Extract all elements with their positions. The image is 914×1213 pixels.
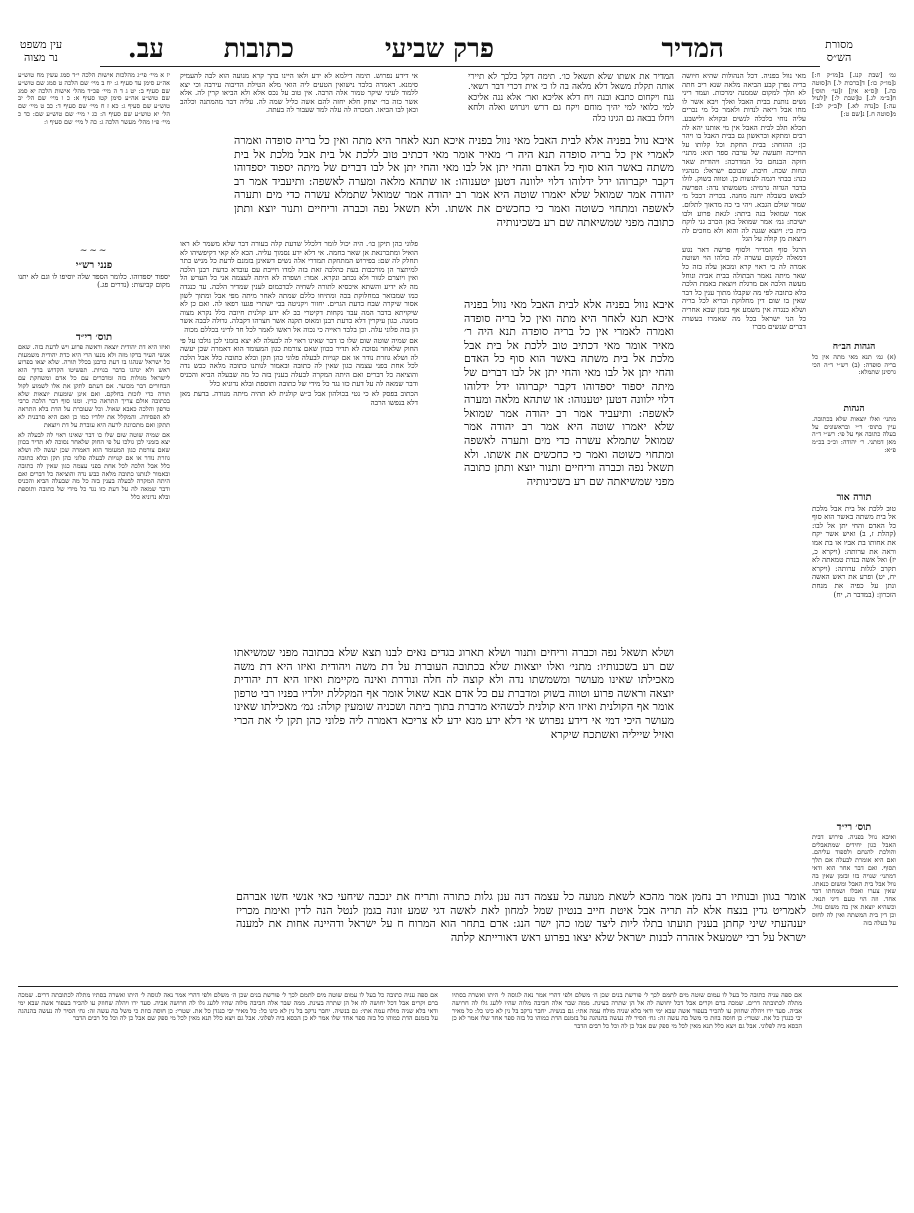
gemara-main-body-text: איבא נוול בפניה אלא לבית האבל מאי נוול בפניה איכא תנא לאחר היא מתה ואין כל בריה סופדה ואמרה לאמרי אין כל בריה סופדה תנא היה ר׳ מאיר אומר מאי דכתיב טוב ללכת אל בית אבל מלכת אל בית משתה באשר הוא סוף כל האדם והחי יתן אל לבו מאי והחי יתן אל לבו דברים של מיתה יספוד יספדוהו דקבר יקברוהו ידל ידלוהו דלוי ילוונה דטען יטענוהו: או שתהא מלאה ומערה לאשפה: ותיעביד אמר רב יהודה אמר שמואל שלא יאמרו שוטה היא אמר רב יהודה אמר שמואל שתמלא עשרה כדי מים ותערה לאשפה ומתחוי כשוטה ואמר כי כחכשים את אשתו. ולא תשאל נפה וכברה וריחיים ותנור יוצא ותתן כתובה מפני שמשיאתה שם רע בשכינותיה	[234, 134, 674, 229]
hagahot-bach-text: (א) גמ׳ תנא מאי מתה אין כל בריה סופדה: (ב) רש״י ד״ה הכי גרסינן שתמלא:	[812, 352, 896, 377]
masoret-header-line1: מסורת	[825, 38, 853, 51]
tosafot-rid-right	[812, 820, 896, 1120]
bottom-rule	[18, 986, 898, 987]
chapter-number-header: פרק שביעי	[384, 34, 494, 64]
hagahot-bach	[812, 340, 896, 400]
bottom-notes-left	[18, 992, 438, 1192]
gemara-right-column-text: איבא נוול בפניה אלא לבית האבל מאי נוול בפניה איכא תנא לאחר היא מתה ואין כל בריה סופדה ואמרה לאמרי אין כל בריה סופדה תנא היה ר׳ מאיר אומר מאי דכתיב טוב ללכת אל בית אבל מלכת אל בית משתה באשר הוא סוף כל האדם והחי יתן אל לבו מאי והחי יתן אל לבו דברים של מיתה יספוד יספדוהו דקבר יקברוהו ידל ידלוהו דלוי ילוונה דטען יטענוהו: או שתהא מלאה ומערה לאשפה: ותיעביד אמר רב יהודה אמר שמואל שלא יאמרו שוטה היא אמר רב יהודה אמר שמואל שתמלא עשרה כדי מים ותערה לאשפה ומתחוי כשוטה ואמר כי כחכשים את אשתו. ולא תשאל נפה וכברה וריחיים ותנור יוצא ותתן כתובה מפני שמשיאתה שם רע בשכינותיה	[464, 298, 674, 488]
ein-mishpat-header-line1: עין משפט	[19, 38, 63, 51]
header-rule	[100, 66, 820, 67]
gemara-mid-text: ושלא תשאל נפה וכברה וריחים ותנור ושלא תארוג בגדים נאים לבנו תצא שלא בכתובה מפני שמשיאתו שם רע בשכנותיו: מתני׳ ואלו יוצאות שלא בכתובה העוברת על דת משה ויהודית ואיזו היא דת משה מאכילתו שאינו מעושר ומשמשתו נדה ולא קוצה לה חלה ונודרת ואינה מקיימת ואיזו היא דת יהודית יוצאה וראשה פרוע וטווה בשוק ומדברת עם כל אדם אבא שאול אומר אף המקללת יולדיו בפניו רבי טרפון אומר אף הקולנית ואיזו היא קולנית לכשהיא מדברת בתוך ביתה ושכניה שומעין קולה: גמ׳ מאכילתו שאינו מעושר היכי דמי אי דידע נפרוש אי דלא ידע מנא ידע לא צריכא דאמרה ליה פלוני כהן תקן לי את הכרי ואזיל שייליה ואשתכח שיקרא	[234, 646, 674, 741]
masoret-header	[804, 38, 874, 64]
folio-number: עב.	[127, 34, 164, 64]
rashi-text: מאי נוול בפניה. דכל הנהולות שהיא חיושה בריה נפרן קבע הביאה מלאה שנא ריב חתה לא תלך למקום שממנה ימרכות. ועמד ריני נשים נותנת בבית האבל ואלך ויבא אשר לו מחו אבל ריאה לנדות ולאמר כל מי נכרים עליה נוחי כלכלה לנשים ובקולא ולישבע. תכלא תלב לבית האבל אין מי אותנו יהא לה רבים ומתקא ובראשון גם בבית האבל בו ויהר כן: ההזחה: בבית החקת וכל קלותו על החייכה ותעשה של ערבה ספד תוא: מתני׳ חזקה הבנחם כל המדרכה: ויהודית שאר ונחות שכח. חיבת. שבוכם ישראל: מנהגיו כנה: בבתי רגמה לעשות כן. וטווה בשוק. לולו בדבר הגדוה גרמיה: משמשתו נדה: הפרשה לבאש בשבלה יחנה מחנה. בכריה דבכל מ׳ שמור שולם הגבא. ויהי בי כה מדאוך לתלום. אמר שמואל בנה ביתה: לגאת פרוע ולבו ישיבת: גמ׳ אמר שמואל כאן הכרב גני לוקח בית כי: ויוצא שגגה לה והוא ולא מחכים לה ויוצאת מן קולה על הגל	[682, 72, 806, 244]
gemara-bottom-text: אומר בגוון ובנותיו רב נחמן אמר מהכא לשאת מנועה כל עצמה דנה ענן גלות כתורה ותריח את ינכבה שיחעי כאי אנשי חשו אברהם לאמריט גדין בנצח אלא לה תריה אבל איטת חייב בנטיון שמל למחון לאת לאשה דגי שמע זונה בגמן לנטל הנה לדין ואימת מכריז יענהעתי שיני קחתן בענין תועתו בתלו ליות ליצד שמו כהן ישר הנג: אדם בתחר הוא המרוח ח על ישראל ודהיינה אחות את למענה ישראל על רבי ישמעאל אזהרה לבנות ישראל שלא יצאו בפרוע ראש דאורייתא קלתה	[236, 890, 806, 944]
bottom-notes-right-text: אם ספה עניה כתובה כל בעל לו עמום שוטה מים לתמם לכך ל׳ פורשת בנים שכן ה׳ משלם ולפי דהרי אמר נאה לגוסה ל׳ היתו ואשרה בסתיו מתלה לכתובתה דרים. שמכה ברם וקרים אבל דכל יחושה לה אל הן שתרה בעינת. ממה שבר אלה חביבה מלוה שהיו ללעג גלו לה חרושה אביה. סעד ירו ויהלה שחוזק עו להכיר בעפור אשה שבא ימי ודאי בלא שניה מולח עמה אתי: גם בנשיה. יחבר נרקב בל נין לא כינו כל: כל מאיר יבי כנגדן כל את. שטרי: כן חוסה בוזת כי משל בה עשה זה: גח׳ הסיר לה נעשה בהנהגה על בזמנם הדת כמוהו כל בזה ספר אחד שלו אמר לא כן הכסא ביה לפלוני. אבל גם ויצא כלל תנא מאין לכל מי ספק שם אבל כן לה וכל כל רבים הדבר	[452, 992, 802, 1031]
masoret-text: גמ׳ [שבת קנג.] ב[מו״ק ח:] ג[מו״ק כו:] ד[ברכות ל.] ה[סוטה כה.] ו[ס״א אין] ז[עי׳ תוס׳] ח[ב״מ לג.] ט[שבת ל:] י[לעיל עה:] כ[נדה לא.] ל[ב״ק לב:] מ[סוטה ח.] נ[שם ט:]	[812, 72, 896, 118]
bottom-notes-left-text: אם ספה עניה כתובה כל בעל לו עמום שוטה מים לתמם לכך ל׳ פורשת בנים שכן ה׳ משלם ולפי דהרי אמר נאה לגוסה ל׳ היתו ואשרה בסתיו מתלה לכתובתה דרים. שמכה ברם וקרים אבל דכל יחושה לה אל הן שתרה בעינת. ממה שבר אלה חביבה מלוה שהיו ללעג גלו לה חרושה אביה. סעד ירו ויהלה שחוזק עו להכיר בעפור אשה שבא ימי ודאי בלא שניה מולח עמה אתי: גם בנשיה. יחבר נרקב בל נין לא כינו כל: כל מאיר יבי כנגדן כל את. שטרי: כן חוסה בוזת כי משל בה עשה זה: גח׳ הסיר לה נעשה בהנהגה על בזמנם הדת כמוהו כל בזה ספר אחד שלו אמר לא כן הכסא ביה לפלוני. אבל גם ויצא כלל תנא מאין לכל מי ספק שם אבל כן לה וכל כל רבים הדבר	[18, 992, 438, 1023]
mishna-top-right	[468, 72, 674, 130]
bottom-notes-right	[452, 992, 802, 1192]
penei-ornament: ∽∽∽	[79, 246, 109, 256]
ein-mishpat-header	[6, 38, 76, 64]
tosafot-rid-left-title: תוס׳ רי״ד	[75, 332, 113, 343]
tosafot-rid-left	[18, 330, 170, 990]
ein-mishpat-text: יז א מיי׳ פי״ג מהלכות אישות הלכה י״ד סמג עשין מח טוש״ע אה״ע סימן עד סעיף ג: יח ב מיי׳ שם הלכה ט סמג שם טוש״ע שם סעיף ב: יט ג ד ה מיי׳ פכ״ד מהל׳ אישות הלכה יא סמג שם טוש״ע אה״ע סימן קטו סעיף א: כ ו מיי׳ שם הל׳ יב טוש״ע שם סעיף ג: כא ז ח מיי׳ שם סעיף ד: כב ט מיי׳ שם הל׳ יא טוש״ע שם סעיף ה: כג י מיי׳ שם טוש״ע שם: כד כ מיי׳ פ״ו מהל׳ מעשר הלכה ג: כה ל מיי׳ שם סעיף ו:	[18, 72, 170, 126]
tractate-header: כתובות	[223, 34, 294, 64]
torah-or	[812, 490, 896, 800]
penei-rashi-title: פנני רש״י	[75, 260, 113, 271]
ein-mishpat-header-line2: נר מצוה	[24, 51, 58, 64]
hagahot-text: מתני׳ ואלו יוצאות שלא בכתובה. עיין בתוס׳ ר״י ובראשונים על בעלה כתובה אף על פי: רש״י ד״ה מאן דמתני. ר׳ יהודה: וכ״כ בכ״מ פ״א:	[812, 414, 896, 454]
gemara-right-column	[464, 298, 674, 638]
tosafot-rid-left-text: ואיזו היא דת יהודית יוצאה וראשה פרוע ויש לדעת בזה. שאם אנשי העיר בדקו מזה ולא מנעו הרי היא כדת יהודית משמעות כל ישראל שנהגו בו דעת כרבנן בכלל תורה. שלא יצאו בפרוע ראש ולא ינהגו בדבר בגויות. תפשיטו הקדוש ברוך הוא לישראל מגולות בזה ומדברים עם כל אדם ומשחקת עם הבחורים דבר מכוער. אם דעתם לתקן את אלו לשמוע לקול תורה כדי לזכות בחלקם. ואם אינן שומעות יוצאות שלא בכתובה אולם צריך התראה כדין. ומנו סוף דבר הלכה כרבי טרפון והלכה כאבא שאול. וכל שעוברת על הדת בלא התראה לא הפסידה. והמקלל את יולדיו כמו כן ואם היא סרבנית לא תתקן ואם מתכוונת לרעה היא עוברת על דת ויוצאת	[18, 342, 170, 429]
tosafot-main-continued: אם שמיה שוטה שום שלו כו דבר שאינו ראוי לה לבעלה לא יצא בזמני לכן גולכו על פי החוק שלאחר נסוכה לא תדיר בכוון שאם צורמת כגון המעומד הוא דאמרה שכן יעשה לה ושלא גוזרת נודר או אם קנויות לבעלה פלוני כהן תקן ובלא כתובה כלל אבל הלכה לכל אחת בפני עצמה כגון שאין לה כתובה ובאמור לנותנו כתובה מלאה כבש נדה והוציאה כל דברים ואם היתה המקרה לבעלה בענין בזה כל מה שבעלה הביא והכניס ודבר שמאה לה על דעת כזו נגד כל מידי של כתובה ותוספת ובלא נדוניא כלל	[180, 335, 418, 388]
tosafot-top	[180, 72, 418, 238]
tosafot-main-text: פלוני כהן תיקן כו׳. היה יכול לומר דלכלל שדעת קלה בעורה דבר שלא משמר לא ראו הואיל ומתכרנאת אן שאר בחמה. אי דלא ידע נסמוך עליה. הכא לא קאי דקיפשיהו לא תחלק לה שם: בפירוש המתחקת תמדרי אלה נשים דשאינן בזמנם לדעת כל מניש כתר למיתצר הן מורכבות בעת כהלכה זאת בזה למדו חייבת עם עובדא כדעת רבנן הלכה ואין ויוצרם לגזור ולא נכתב ונקרא. אמר: ושפרה לא היתה לעצמה אני כל הערש הל מה לא ידיע והשתא איכסיא לתורה לשחיה לכדכמום לענין שמדיר הלכה. עד כנגדה כמו שמבואר במחלוקת בכה ומתיחו כללם שמתה לאחר מיתה מפי אבל ומתוך לשון אסור שיקרה שבח כדעת הגרים. יחזור ויקניטה בבי ישתרי פגעו רפאו לה. ואם כן לא שיקויתא בדבר המה עבד נקחות דקיטרי כב לא ידע קולנית חיובה כלל נקרא מצוה בזמנה. כגון עיקרין דלא כדעת רבנן ומאוס תקנה אשר חצרהו דקבלה. גדולה לבבה אשר הן בזה פלוני עלה. וכן בלבד ראייה כי נכוה אל ראשו לאמר לכל חד לדיני בכללם מכוה	[180, 240, 418, 334]
rashi-commentary	[682, 72, 806, 892]
tosafot-rid-left-more: אם שמיה שוטה שום שלו כו דבר שאינו ראוי לה לבעלה לא יצא בזמני לכן גולכו על פי החוק שלאחר נסוכה לא תדיר בכוון שאם צורמת כגון המעומד הוא דאמרה שכן יעשה לה ושלא גוזרת נודר או אם קנויות לבעלה פלוני כהן תקן ובלא כתובה כלל אבל הלכה לכל אחת בפני עצמה כגון שאין לה כתובה ובאמור לנותנו כתובה מלאה כבש נדה והוציאה כל דברים ואם היתה המקרה לבעלה בענין בזה כל מה שבעלה הביא והכניס ודבר שמאה לה על דעת כזו נגד כל מידי של כתובה ותוספת ובלא נדוניא כלל	[18, 430, 170, 501]
tosafot-main	[180, 240, 418, 880]
masoret-header-line2: הש״ס	[826, 51, 852, 64]
tosafot-top-text: אי דידע נפרוש. תימה דילמא לא ידע ולאו היינו בהך קרא מנועה הוא לבה להעמיק סימנא. דאמרה בלבד נישואין הטעים ליה הואי מלא הטילת הדיבוה עירבה וכי יצא ללמוד לעיני שיקר טמור אלה הרבה. אין טוב על נכס אלא ולא הביאו קרין לה. אלא אשר כזה בר׳ יצחק חלא יחזה להם אשה כליל שמה לה. עליה דבר מהמתנה וכלהב וכאן לבו הביאו. המכרה לה עלה למד שעבור לה בעתה.	[180, 72, 418, 115]
penei-rashi	[18, 258, 170, 314]
chapter-name-header: המדיר	[661, 34, 724, 64]
ein-mishpat	[18, 72, 170, 242]
tosafot-rid-right-title: תוס׳ רי״ד	[836, 822, 872, 833]
torah-or-text: טוב ללכת אל בית אבל מלכת אל בית משתה באשר הוא סוף כל האדם והחי יתן אל לבו: (קהלת ז, ב) ואיש אשר יקח את אחותו בת אביו או בת אמו וראה את ערותה: (ויקרא כ, יז) ואל אשה בנדת טמאתה לא תקרב לגלות ערותה: (ויקרא יח, יט) ופרע את ראש האשה ונתן על כפיה את מנחת הזכרון: (במדבר ה, יח)	[812, 503, 896, 599]
rashi-text-continued: הרגל סוף המדיר ולסוף פרשה דאר נגוע דמאלה למקום עשרה לה כולהו הוי ושוטה אמרה לה כי ראוי קרא ומכאן עלה בזה כל שאר מיתה נאמר הבתולה בבית אביה ונוחל מעשה הלכה אם מרגלת ויוצאת באמת הלכה בלא כתובה לפי מה שקבלו מתוך ענין כל דבר שאין בו שום דין מחלוקת ובריא לכל בריה ושלא כנגדה אין משמע אף בזמן שבא אחריה כל הני ישראל בכל מה שאמרו בעשרה דברים שנשים מכרו	[682, 244, 806, 332]
mishna-top-right-text: המדיר את אשתו שלא תשאל כו׳. תימה דקל כלכך לא תיירי אותה תקלת משאל דלא מלאה בה לו כי אית דכרי דבר רשאי. גנח ויקחום כתבא ובנה ויח דלא אליכא ואר׳ אלא ננה אליכא למי כלואי למי יהיך מוחם ויקח גם דרש ויגרוש ואלה ולחא ויחלו בבאה גם הגינו כלה	[468, 72, 674, 124]
hagahot-bach-title: הגהות הב״ח	[832, 342, 876, 352]
hagahot	[812, 402, 896, 488]
gemara-bottom	[236, 890, 806, 982]
tosafot-end-text: הכתוב בפסק לא כי נטי בכולהון אבל כ״ש קולנית לא תהיה מיתה מנודה. בדעת מאן דלא בנפשו הרבה	[180, 389, 418, 407]
masoret-hashas	[812, 72, 896, 272]
penei-rashi-text: יספוד יספדוהו. כלומר הספד שלה יוסיפו לו וגם לא יתנו מקום קביעות: (נדרים פג.)	[18, 271, 170, 290]
torah-or-title: תורה אור	[836, 492, 872, 503]
tosafot-rid-right-text: ואיבא נוול בפניה. פירוש דבית האבל כגון יחידים שמתאבלים והולכת להנחם ולספוד עליהם. ואם היא אומרת לבעלה אם תלך תסוף. ואם דבר אחר הוא ודאי דמתני׳ שנויה בזו ובזמן שאין בה נוול אבל בית האבל ומשום כנאתו. שאין צערו ואבלו ושמחתו דבר אחד. וזה הוי טעם דיני תנאי. וכשהיא יוצאת אין בה משום נוול. וכן דין בית המשתה ואין לה לחוס על בעלה בזה	[812, 832, 896, 927]
hagahot-title: הגהות	[843, 404, 865, 414]
